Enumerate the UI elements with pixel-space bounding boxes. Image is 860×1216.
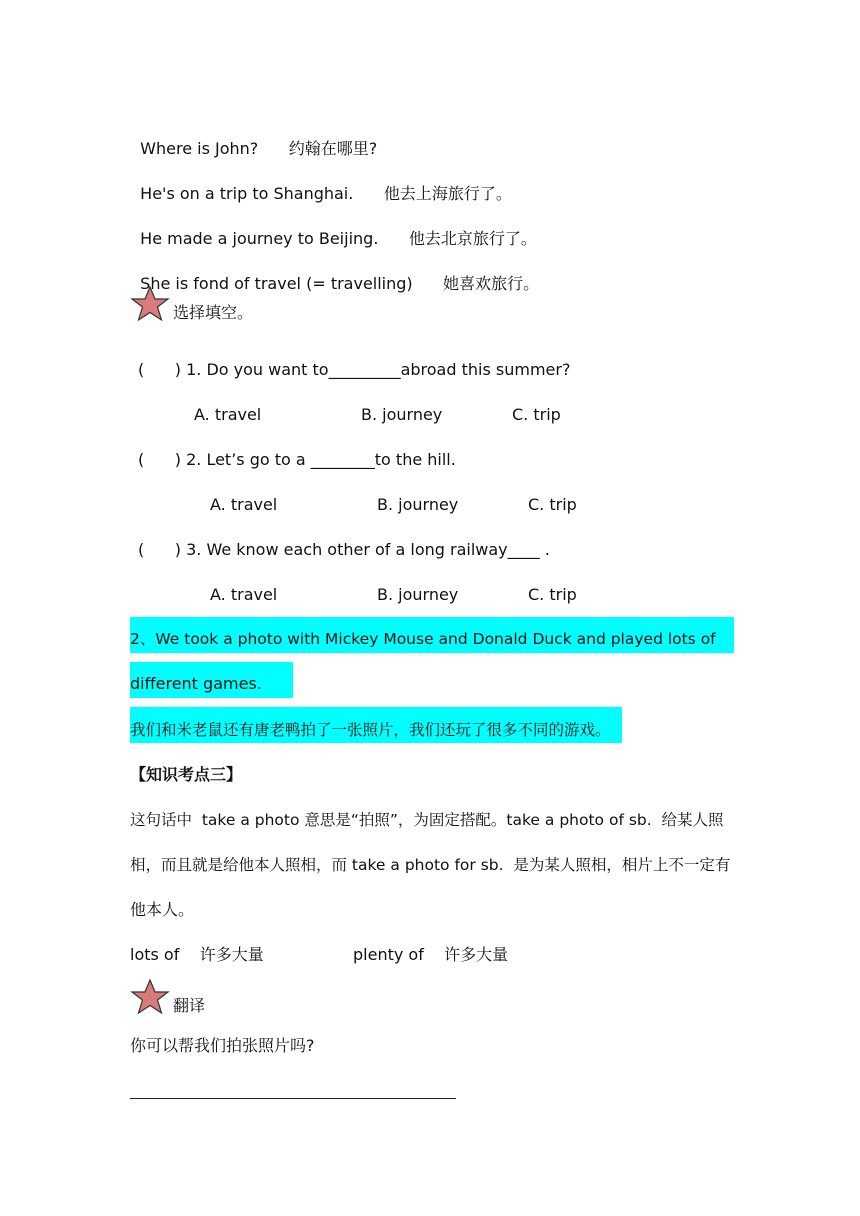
example-2	[130, 161, 512, 205]
example-2-zh: 他去上海旅行了。	[383, 184, 512, 203]
example-3-en: He made a journey to Beijing.	[140, 229, 379, 248]
answer-line[interactable]	[130, 1098, 456, 1099]
example-4-en: She is fond of travel (= travelling)	[140, 274, 413, 293]
example-4	[130, 251, 539, 295]
question-1-option-b: B. journey	[361, 405, 443, 424]
example-1-en: Where is John?	[140, 139, 259, 158]
section1-title: 选择填空。	[173, 303, 254, 322]
example-3-zh: 他去北京旅行了。	[408, 229, 537, 248]
question-1-option-c: C. trip	[512, 405, 561, 424]
question-2-stem: ( ) 2. Let’s go to a ________to the hill.	[138, 450, 456, 469]
phrase-lots-of: lots of 许多大量	[130, 945, 264, 964]
star-icon	[130, 286, 170, 322]
sentence2-translation: 我们和米老鼠还有唐老鸭拍了一张照片，我们还玩了很多不同的游戏。	[130, 707, 622, 743]
question-3-option-b: B. journey	[377, 585, 459, 604]
point3-body-line3: 他本人。	[130, 900, 195, 919]
section2-title: 翻译	[173, 996, 206, 1015]
point3-title: 【知识考点三】	[130, 765, 243, 784]
question-3-option-a: A. travel	[210, 585, 278, 604]
question-1-stem: ( ) 1. Do you want to_________abroad this summer?	[138, 360, 571, 379]
question-1-option-a: A. travel	[194, 405, 262, 424]
example-2-en: He's on a trip to Shanghai.	[140, 184, 354, 203]
example-1	[130, 116, 377, 160]
point3-body-line1: 这句话中 take a photo 意思是“拍照”，为固定搭配。take a photo of sb. 给某人照	[130, 811, 724, 829]
translate-prompt: 你可以帮我们拍张照片吗?	[130, 1036, 315, 1055]
question-2-option-c: C. trip	[528, 495, 577, 514]
sentence2-line1: 2、We took a photo with Mickey Mouse and Donald Duck and played lots of	[130, 617, 734, 653]
question-2-option-b: B. journey	[377, 495, 459, 514]
phrase-plenty-of: plenty of 许多大量	[353, 945, 509, 964]
question-3-option-c: C. trip	[528, 585, 577, 604]
question-3-stem: ( ) 3. We know each other of a long railway____ .	[138, 540, 550, 559]
sentence2-line2: different games.	[130, 662, 293, 698]
question-2-option-a: A. travel	[210, 495, 278, 514]
star-icon	[130, 979, 170, 1015]
point3-body-line2: 相，而且就是给他本人照相，而 take a photo for sb. 是为某人照相，相片上不一定有	[130, 856, 731, 874]
example-4-zh: 她喜欢旅行。	[443, 274, 540, 293]
example-1-zh: 约翰在哪里?	[288, 139, 378, 158]
example-3	[130, 206, 537, 250]
